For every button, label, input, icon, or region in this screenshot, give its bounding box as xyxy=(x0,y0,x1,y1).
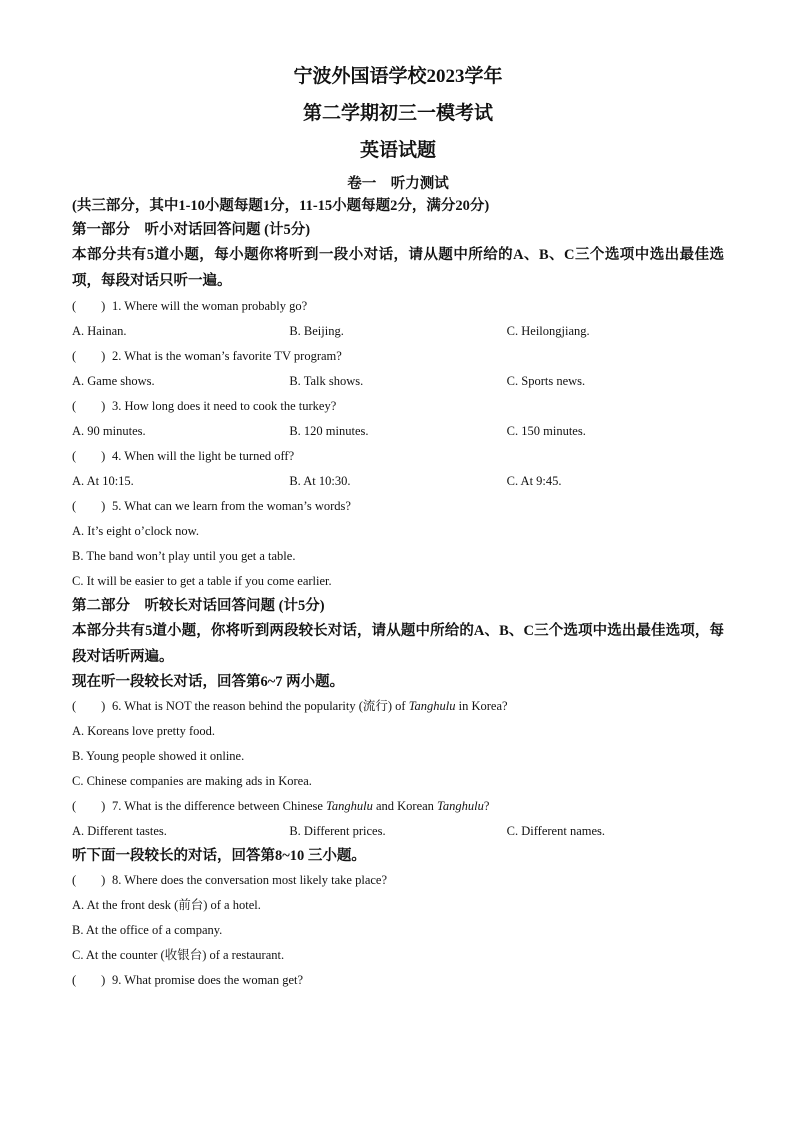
option-b: B. Different prices. xyxy=(289,824,386,838)
question-8 xyxy=(72,868,724,893)
option-c: C. 150 minutes. xyxy=(506,424,586,438)
question-text: 9. What promise does the woman get? xyxy=(112,973,304,987)
question-2-options xyxy=(72,369,724,394)
question-text: 7. What is the difference between Chinese xyxy=(112,799,327,813)
question-1 xyxy=(72,294,724,319)
question-text: 8. Where does the conversation most likely take place? xyxy=(112,873,388,887)
answer-blank[interactable]: ( ) xyxy=(72,349,106,363)
option-c: C. Chinese companies are making ads in Korea. xyxy=(72,774,312,788)
question-text-end: in Korea? xyxy=(455,699,508,713)
option-a: A. It’s eight o’clock now. xyxy=(72,524,199,538)
question-text: 3. How long does it need to cook the turkey? xyxy=(112,399,337,413)
option-c: C. At the counter (收银台) of a restaurant. xyxy=(72,948,285,962)
italic-term: Tanghulu xyxy=(326,799,373,813)
option-a: A. 90 minutes. xyxy=(72,424,146,438)
school-title: 宁波外国语学校2023学年 xyxy=(293,66,503,87)
answer-blank[interactable]: ( ) xyxy=(72,973,106,987)
option-b: B. At the office of a company. xyxy=(72,923,223,937)
question-2 xyxy=(72,344,724,369)
exam-page xyxy=(72,66,724,993)
answer-blank[interactable]: ( ) xyxy=(72,449,106,463)
part2-instruction: 本部分共有5道小题，你将听到两段较长对话，请从题中所给的A、B、C三个选项中选出最佳选项，每段对话听两遍。 xyxy=(72,623,724,665)
dialogue2-lead: 听下面一段较长的对话，回答第8~10 三小题。 xyxy=(72,848,366,864)
question-text-end: ? xyxy=(483,799,490,813)
question-text: 2. What is the woman’s favorite TV program? xyxy=(112,349,342,363)
option-c: C. Heilongjiang. xyxy=(506,324,590,338)
question-5 xyxy=(72,494,724,519)
italic-term: Tanghulu xyxy=(437,799,484,813)
answer-blank[interactable]: ( ) xyxy=(72,799,106,813)
option-c: C. Sports news. xyxy=(506,374,586,388)
option-b: B. The band won’t play until you get a table. xyxy=(72,549,296,563)
option-a: A. Game shows. xyxy=(72,374,155,388)
answer-blank[interactable]: ( ) xyxy=(72,499,106,513)
part2-heading: 第二部分 听较长对话回答问题 (计5分) xyxy=(72,598,325,614)
option-b: B. At 10:30. xyxy=(289,474,351,488)
answer-blank[interactable]: ( ) xyxy=(72,399,106,413)
part1-instruction: 本部分共有5道小题，每小题你将听到一段小对话，请从题中所给的A、B、C三个选项中选出最佳选项，每段对话只听一遍。 xyxy=(72,247,724,289)
question-4 xyxy=(72,444,724,469)
option-a: A. At 10:15. xyxy=(72,474,134,488)
question-9 xyxy=(72,968,724,993)
option-a: A. Different tastes. xyxy=(72,824,167,838)
option-a: A. At the front desk (前台) of a hotel. xyxy=(72,898,261,912)
part1-heading: 第一部分 听小对话回答问题 (计5分) xyxy=(72,222,311,238)
question-text: 1. Where will the woman probably go? xyxy=(112,299,308,313)
answer-blank[interactable]: ( ) xyxy=(72,873,106,887)
question-text: 6. What is NOT the reason behind the popularity (流行) of xyxy=(112,699,409,713)
option-c: C. Different names. xyxy=(506,824,606,838)
option-c: C. At 9:45. xyxy=(506,474,562,488)
question-7-options xyxy=(72,819,724,844)
option-c: C. It will be easier to get a table if you come earlier. xyxy=(72,574,332,588)
italic-term: Tanghulu xyxy=(408,699,456,713)
question-text: 4. When will the light be turned off? xyxy=(112,449,295,463)
option-b: B. Talk shows. xyxy=(289,374,364,388)
option-a: A. Koreans love pretty food. xyxy=(72,724,216,738)
exam-title: 第二学期初三一模考试 xyxy=(302,103,493,124)
question-6 xyxy=(72,694,724,719)
question-1-options xyxy=(72,319,724,344)
score-note: (共三部分，其中1-10小题每题1分，11-15小题每题2分，满分20分) xyxy=(72,198,490,214)
question-3 xyxy=(72,394,724,419)
dialogue1-lead: 现在听一段较长对话，回答第6~7 两小题。 xyxy=(72,674,345,690)
option-b: B. 120 minutes. xyxy=(289,424,369,438)
question-3-options xyxy=(72,419,724,444)
volume-title: 卷一 听力测试 xyxy=(347,176,449,192)
option-b: B. Beijing. xyxy=(289,324,344,338)
answer-blank[interactable]: ( ) xyxy=(72,299,106,313)
option-a: A. Hainan. xyxy=(72,324,127,338)
question-text-middle: and Korean xyxy=(372,799,438,813)
subject-title: 英语试题 xyxy=(359,140,436,161)
question-7 xyxy=(72,794,724,819)
answer-blank[interactable]: ( ) xyxy=(72,699,106,713)
question-4-options xyxy=(72,469,724,494)
question-text: 5. What can we learn from the woman’s words? xyxy=(112,499,351,513)
option-b: B. Young people showed it online. xyxy=(72,749,245,763)
